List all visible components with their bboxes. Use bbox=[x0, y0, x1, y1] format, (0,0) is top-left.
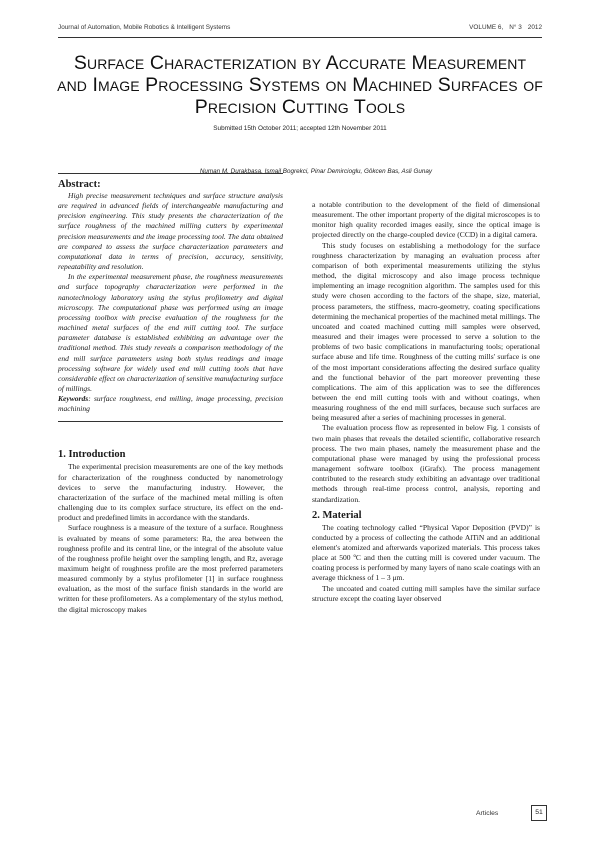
intro-paragraph-3: a notable contribution to the development of the field of dimensional measurement. The other important property of the digital microscopes is to monitor high quality recorded images easily, since the optical image is projected directly on the charge-coupled device (CCD) in a digital camera. bbox=[312, 200, 540, 240]
intro-paragraph-5: The evaluation process flow as represented in below Fig. 1 consists of two main phases that reveals the detailed scientific, collaborative research process. The two main phases, namely the measurement phase and the computational phase were managed by using the professional process management software toolbox (iGrafx). The process management contributed to the research study exhibiting an advantage over traditional methods through real-time process control, analysis, reporting and standardization. bbox=[312, 423, 540, 504]
keywords-text: : surface roughness, end milling, image processing, precision machining bbox=[58, 394, 283, 414]
footer-section-label: Articles bbox=[476, 810, 499, 817]
title-line-1: Surface Characterization by Accurate Measurement bbox=[73, 52, 527, 74]
material-section bbox=[312, 509, 540, 604]
volume-label: VOLUME 6, bbox=[469, 24, 504, 31]
abstract-paragraph-1: High precise measurement techniques and surface structure analysis are required in advanced fields of interchangeable manufacturing and precision engineering. This study presents the characterization of the surface roughness of the machined milling cutters by experimental precision measurements and the image processing tool. The data obtained are compared to assess the surface characterization parameters and computational data in terms of precision, accuracy, sensitivity, repeatability and resolution. bbox=[58, 191, 283, 272]
issue-info bbox=[463, 24, 542, 31]
running-header bbox=[58, 24, 542, 38]
keywords-label: Keywords bbox=[58, 394, 89, 404]
introduction-heading: 1. Introduction bbox=[58, 449, 126, 461]
abstract-section bbox=[58, 179, 283, 414]
issue-number: N° 3 bbox=[509, 24, 522, 31]
journal-name: Journal of Automation, Mobile Robotics & Intelligent Systems bbox=[58, 24, 231, 31]
material-heading: 2. Material bbox=[312, 509, 362, 521]
paper-title bbox=[50, 52, 550, 118]
issue-year: 2012 bbox=[527, 24, 542, 31]
intro-paragraph-2: Surface roughness is a measure of the texture of a surface. Roughness is evaluated by means of some parameters: Ra, the area between the roughness profile and its central line, or the integral of the absolute value of the roughness profile height over the sampling length, and Rz, average maximum height of roughness profile are the most preferred parameters measured commonly by a stylus profilometer [1] in surface roughness evaluation, as the most of the surface finish standards in the world are written for these profilometers. As a complementary of the stylus method, the digital microscopy makes bbox=[58, 523, 283, 614]
material-paragraph-2: The uncoated and coated cutting mill samples have the similar surface structure except the coating layer observed bbox=[312, 583, 540, 603]
right-column bbox=[312, 200, 540, 604]
intro-paragraph-4: This study focuses on establishing a methodology for the surface roughness characterization by managing an evaluation process after comparison of both experimental measurements utilizing the stylus method, the digital microscopy and also image process technique implementing an image recognition algorithm. The samples used for this study were chosen according to the factors of the shape, size, material, process parameters, the stiffness, macro-geometry, coating specifications determining the mechanical properties of the machined metal millings. The uncoated and coated machined cutting mill samples were observed, measured and their images were processed to serve a solution to the problems of two basic complications in manufacturing tools; operational surface abuse and life time. Roughness of the cutting mills' surface is one of the most important considerations affecting the desired surface quality and the functional behavior of the part moreover preventing these complications. The aim of this application was to see the differences between the end mill cutting tools with and without coatings, when measuring roughness of the end mill surfaces, because such surfaces are being measured after a series of machining processes in general. bbox=[312, 240, 540, 423]
abstract-top-rule bbox=[58, 173, 283, 174]
keywords bbox=[58, 394, 283, 414]
submission-dates: Submitted 15th October 2011; accepted 12th November 2011 bbox=[213, 125, 387, 132]
introduction-section bbox=[58, 448, 283, 614]
abstract-heading: Abstract: bbox=[58, 179, 101, 190]
abstract-bottom-rule bbox=[58, 421, 283, 422]
title-line-2: and Image Processing Systems on Machined Surfaces of bbox=[57, 74, 543, 96]
page-number: 51 bbox=[531, 805, 547, 821]
title-line-3: Precision Cutting Tools bbox=[194, 96, 406, 118]
abstract-paragraph-2: In the experimental measurement phase, the roughness measurements and surface topography characterization were performed in the nanotechnology laboratory using the stylus profilometry and digital microscopy. The computational phase was performed using an image processing toolbox with precise evaluation of the roughness for the machined metal surfaces of the end mill cutting tool. The surface parameter database is established exhibiting an advantage over the traditional method. This study reveals a comparison methodology of the end mill surface parameters using both stylus readings and image processing software for widely used end mill cutting tools that have considerable effect on characterization of sensitive manufacturing surface of millings. bbox=[58, 272, 283, 393]
author-list: Numan M. Durakbasa, Ismail Bogrekci, Pinar Demircioglu, Gökcen Bas, Asli Gunay bbox=[199, 168, 432, 175]
left-column bbox=[58, 172, 283, 615]
header-divider bbox=[58, 37, 542, 38]
material-paragraph-1: The coating technology called “Physical Vapor Deposition (PVD)” is conducted by a process of collecting the cathode AlTiN and an additional element's atomized and afterwards vaporized materials. This process takes place at 500 ºC and then the cutting mill is covered under vacuum. The coating process is performed by many layers of nano scale coatings with an average thickness of 1 – 3 μm. bbox=[312, 522, 541, 583]
intro-paragraph-1: The experimental precision measurements are one of the key methods for characterization of the roughness conducted by nanometrology devices to serve the manufacturing industry. However, the characterization of the surface of the machined metal milling is often challenging due to its complex surface structure, its effect on the end-product and predefined limits in accordance with the standards. bbox=[58, 462, 283, 523]
